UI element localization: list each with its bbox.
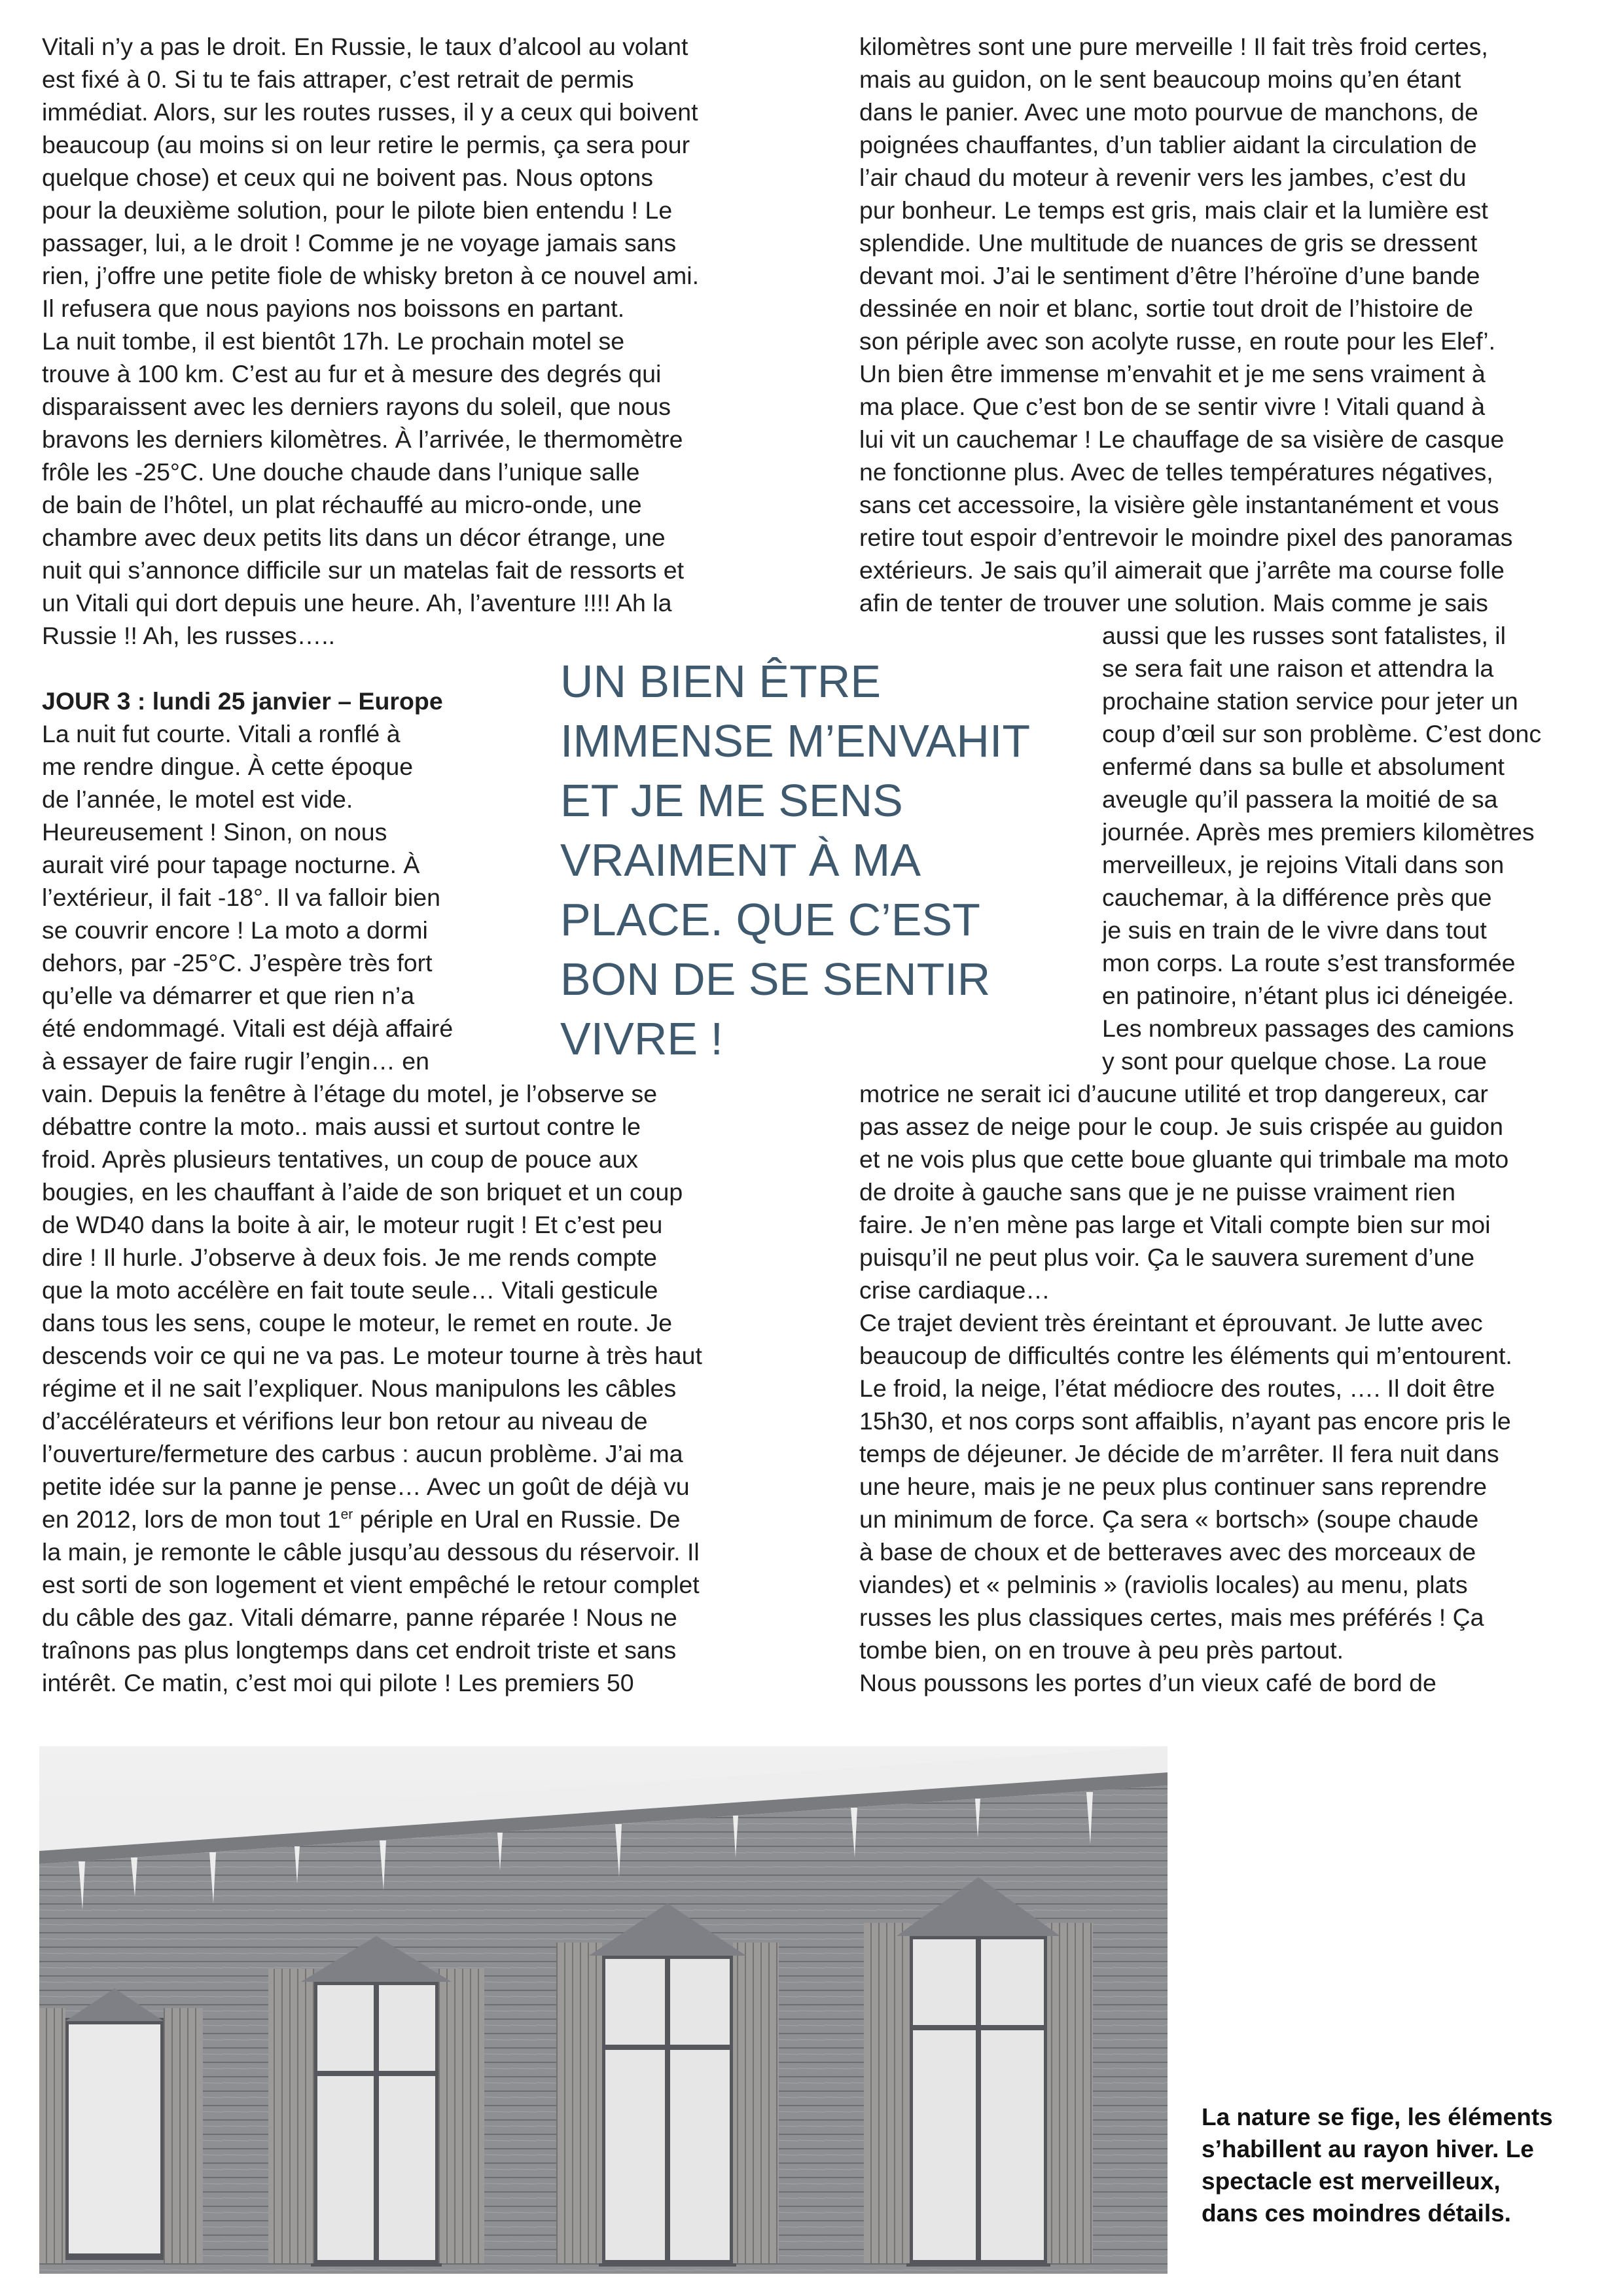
text-line: intérêt. Ce matin, c’est moi qui pilote ! Les premiers 50 <box>42 1669 634 1696</box>
text-line: tombe bien, on en trouve à peu près partout. <box>859 1636 1344 1664</box>
text-line: Nous poussons les portes d’un vieux café de bord de <box>859 1669 1436 1696</box>
text-line: frôle les -25°C. Une douche chaude dans l’unique salle <box>42 458 640 486</box>
day-heading: JOUR 3 : lundi 25 janvier – Europe <box>42 687 443 715</box>
text-segment: périple en Ural en Russie. De <box>353 1505 681 1533</box>
text-line: pur bonheur. Le temps est gris, mais clair et la lumière est <box>859 196 1488 224</box>
text-line: mais au guidon, on le sent beaucoup moins qu’en étant <box>859 65 1461 93</box>
text-line: me rendre dingue. À cette époque <box>42 753 414 780</box>
text-line: froid. Après plusieurs tentatives, un coup de pouce aux <box>42 1145 638 1173</box>
text-line: petite idée sur la panne je pense… Avec un goût de déjà vu <box>42 1473 690 1500</box>
text-line: retire tout espoir d’entrevoir le moindre pixel des panoramas <box>859 524 1513 551</box>
wooden-house-photo <box>39 1746 1168 2274</box>
text-line: puisqu’il ne peut plus voir. Ça le sauvera surement d’une <box>859 1244 1475 1271</box>
text-line: crise cardiaque… <box>859 1276 1050 1304</box>
text-line: faire. Je n’en mène pas large et Vitali compte bien sur moi <box>859 1211 1491 1238</box>
text-line: russes les plus classiques certes, mais mes préférés ! Ça <box>859 1604 1484 1631</box>
text-line: immédiat. Alors, sur les routes russes, il y a ceux qui boivent <box>42 98 698 126</box>
text-line: aveugle qu’il passera la moitié de sa <box>1102 785 1498 813</box>
text-line: de l’année, le motel est vide. <box>42 785 353 813</box>
caption-line: dans ces moindres détails. <box>1202 2200 1511 2227</box>
left-paragraphs <box>42 30 702 652</box>
text-line: aussi que les russes sont fatalistes, il <box>1102 622 1506 649</box>
text-line: descends voir ce qui ne va pas. Le moteur tourne à très haut <box>42 1342 702 1369</box>
photo-caption <box>1202 2101 1553 2229</box>
text-line: Un bien être immense m’envahit et je me sens vraiment à <box>859 360 1486 387</box>
text-line: est sorti de son logement et vient empêché le retour complet <box>42 1571 700 1598</box>
text-line: temps de déjeuner. Je décide de m’arrêter. Il fera nuit dans <box>859 1440 1499 1467</box>
text-line: pas assez de neige pour le coup. Je suis crispée au guidon <box>859 1113 1503 1140</box>
text-line: est fixé à 0. Si tu te fais attraper, c’est retrait de permis <box>42 65 634 93</box>
text-line: motrice ne serait ici d’aucune utilité et trop dangereux, car <box>859 1080 1488 1107</box>
text-line: l’ouverture/fermeture des carbus : aucun problème. J’ai ma <box>42 1440 683 1467</box>
text-line: coup d’œil sur son problème. C’est donc <box>1102 720 1542 747</box>
text-line: lui vit un cauchemar ! Le chauffage de sa visière de casque <box>859 425 1505 453</box>
text-line: beaucoup de difficultés contre les éléments qui m’entourent. <box>859 1342 1512 1369</box>
text-line: devant moi. J’ai le sentiment d’être l’héroïne d’une bande <box>859 262 1480 289</box>
text-line: Ce trajet devient très éreintant et éprouvant. Je lutte avec <box>859 1309 1483 1336</box>
text-line: beaucoup (au moins si on leur retire le permis, ça sera pour <box>42 131 690 158</box>
text-line: cauchemar, à la différence près que <box>1102 884 1492 911</box>
pull-quote-line: BON DE SE SENTIR <box>560 954 991 1005</box>
pull-quote-line: UN BIEN ÊTRE <box>560 656 882 707</box>
text-line: afin de tenter de trouver une solution. Mais comme je sais <box>859 589 1488 617</box>
text-line: régime et il ne sait l’expliquer. Nous manipulons les câbles <box>42 1374 677 1402</box>
text-line: que la moto accélère en fait toute seule… Vitali gesticule <box>42 1276 658 1304</box>
text-line: débattre contre la moto.. mais aussi et surtout contre le <box>42 1113 641 1140</box>
text-line: de WD40 dans la boite à air, le moteur rugit ! Et c’est peu <box>42 1211 663 1238</box>
text-line: poignées chauffantes, d’un tablier aidant la circulation de <box>859 131 1477 158</box>
text-line <box>42 1535 702 1568</box>
text-line: mon corps. La route s’est transformée <box>1102 949 1516 977</box>
text-line: ma place. Que c’est bon de se sentir vivre ! Vitali quand à <box>859 393 1486 420</box>
text-line: dehors, par -25°C. J’espère très fort <box>42 949 433 977</box>
text-line: bougies, en les chauffant à l’aide de son briquet et un coup <box>42 1178 683 1206</box>
text-line: de droite à gauche sans que je ne puisse vraiment rien <box>859 1178 1455 1206</box>
text-line: sans cet accessoire, la visière gèle instantanément et vous <box>859 491 1499 518</box>
text-line: Heureusement ! Sinon, on nous <box>42 818 387 846</box>
text-line: Russie !! Ah, les russes….. <box>42 622 336 649</box>
text-line: chambre avec deux petits lits dans un décor étrange, une <box>42 524 666 551</box>
text-line: rien, j’offre une petite fiole de whisky breton à ce nouvel ami. <box>42 262 700 289</box>
text-line: kilomètres sont une pure merveille ! Il fait très froid certes, <box>859 33 1488 60</box>
text-line: de bain de l’hôtel, un plat réchauffé au micro-onde, une <box>42 491 642 518</box>
text-line: pour la deuxième solution, pour le pilote bien entendu ! Le <box>42 196 673 224</box>
pull-quote-line: IMMENSE M’ENVAHIT <box>560 715 1031 766</box>
ordinal-superscript: er <box>340 1507 353 1522</box>
text-line: d’accélérateurs et vérifions leur bon retour au niveau de <box>42 1407 648 1435</box>
text-segment: en 2012, lors de mon tout 1 <box>42 1505 341 1533</box>
text-line: Les nombreux passages des camions <box>1102 1014 1514 1042</box>
text-segment: main, je remonte le câble jusqu’au dessous du réservoir. Il <box>67 1538 700 1566</box>
text-line: disparaissent avec les derniers rayons du soleil, que nous <box>42 393 671 420</box>
text-line: bravons les derniers kilomètres. À l’arrivée, le thermomètre <box>42 425 683 453</box>
right-paragraphs-continued <box>859 1077 1541 1699</box>
text-line: et ne vois plus que cette boue gluante qui trimbale ma moto <box>859 1145 1509 1173</box>
text-line: je suis en train de le vivre dans tout <box>1102 916 1487 944</box>
text-line: se sera fait une raison et attendra la <box>1102 655 1494 682</box>
pull-quote-line: ET JE ME SENS <box>560 775 903 826</box>
text-line: quelque chose) et ceux qui ne boivent pas. Nous optons <box>42 164 653 191</box>
text-line: dessinée en noir et blanc, sortie tout droit de l’histoire de <box>859 295 1474 322</box>
text-line: en patinoire, n’étant plus ici déneigée. <box>1102 982 1514 1009</box>
text-line: nuit qui s’annonce difficile sur un matelas fait de ressorts et <box>42 556 685 584</box>
text-line <box>42 1503 702 1535</box>
text-line: l’air chaud du moteur à revenir vers les jambes, c’est du <box>859 164 1467 191</box>
text-line: aurait viré pour tapage nocturne. À <box>42 851 420 878</box>
text-line: dans le panier. Avec une moto pourvue de manchons, de <box>859 98 1478 126</box>
text-segment: la <box>42 1538 68 1566</box>
text-line: été endommagé. Vitali est déjà affairé <box>42 1014 454 1042</box>
text-line: un Vitali qui dort depuis une heure. Ah, l’aventure !!!! Ah la <box>42 589 672 617</box>
text-line: Il refusera que nous payions nos boissons en partant. <box>42 295 625 322</box>
text-line: splendide. Une multitude de nuances de gris se dressent <box>859 229 1478 257</box>
text-line: un minimum de force. Ça sera « bortsch» (soupe chaude <box>859 1505 1479 1533</box>
caption-line: spectacle est merveilleux, <box>1202 2168 1501 2195</box>
text-line: qu’elle va démarrer et que rien n’a <box>42 982 415 1009</box>
text-line: trouve à 100 km. C’est au fur et à mesure des degrés qui <box>42 360 662 387</box>
pull-quote-line: PLACE. QUE C’EST <box>560 894 980 945</box>
text-line: vain. Depuis la fenêtre à l’étage du motel, je l’observe se <box>42 1080 658 1107</box>
text-line: à base de choux et de betteraves avec des morceaux de <box>859 1538 1476 1566</box>
caption-line: s’habillent au rayon hiver. Le <box>1202 2136 1534 2162</box>
pull-quote-line: VIVRE ! <box>560 1013 723 1064</box>
text-line: du câble des gaz. Vitali démarre, panne réparée ! Nous ne <box>42 1604 677 1631</box>
text-line: La nuit fut courte. Vitali a ronflé à <box>42 720 401 747</box>
caption-line: La nature se fige, les éléments <box>1202 2104 1553 2130</box>
text-line: traînons pas plus longtemps dans cet endroit triste et sans <box>42 1636 677 1664</box>
text-line: l’extérieur, il fait -18°. Il va falloir bien <box>42 884 441 911</box>
text-line: son périple avec son acolyte russe, en route pour les Elef’. <box>859 327 1496 355</box>
text-line: merveilleux, je rejoins Vitali dans son <box>1102 851 1505 878</box>
text-line: viandes) et « pelminis » (raviolis locales) au menu, plats <box>859 1571 1468 1598</box>
text-line: dans tous les sens, coupe le moteur, le remet en route. Je <box>42 1309 673 1336</box>
text-line: Vitali n’y a pas le droit. En Russie, le taux d’alcool au volant <box>42 33 688 60</box>
right-paragraphs <box>859 30 1541 619</box>
text-line: La nuit tombe, il est bientôt 17h. Le prochain motel se <box>42 327 625 355</box>
text-line: journée. Après mes premiers kilomètres <box>1102 818 1535 846</box>
text-line: extérieurs. Je sais qu’il aimerait que j’arrête ma course folle <box>859 556 1505 584</box>
text-line: enfermé dans sa bulle et absolument <box>1102 753 1505 780</box>
text-line: prochaine station service pour jeter un <box>1102 687 1518 715</box>
pull-quote-line: VRAIMENT À MA <box>560 834 921 886</box>
text-line: à essayer de faire rugir l’engin… en <box>42 1047 429 1075</box>
text-line: 15h30, et nos corps sont affaiblis, n’ayant pas encore pris le <box>859 1407 1511 1435</box>
text-line: Le froid, la neige, l’état médiocre des routes, …. Il doit être <box>859 1374 1495 1402</box>
right-paragraphs-wrapped <box>859 619 1541 1077</box>
text-line: ne fonctionne plus. Avec de telles températures négatives, <box>859 458 1493 486</box>
right-column <box>859 30 1541 1699</box>
text-line: dire ! Il hurle. J’observe à deux fois. Je me rends compte <box>42 1244 658 1271</box>
text-line: se couvrir encore ! La moto a dormi <box>42 916 428 944</box>
text-line: une heure, mais je ne peux plus continuer sans reprendre <box>859 1473 1487 1500</box>
text-line: y sont pour quelque chose. La roue <box>1102 1047 1487 1075</box>
text-line: passager, lui, a le droit ! Comme je ne voyage jamais sans <box>42 229 677 257</box>
